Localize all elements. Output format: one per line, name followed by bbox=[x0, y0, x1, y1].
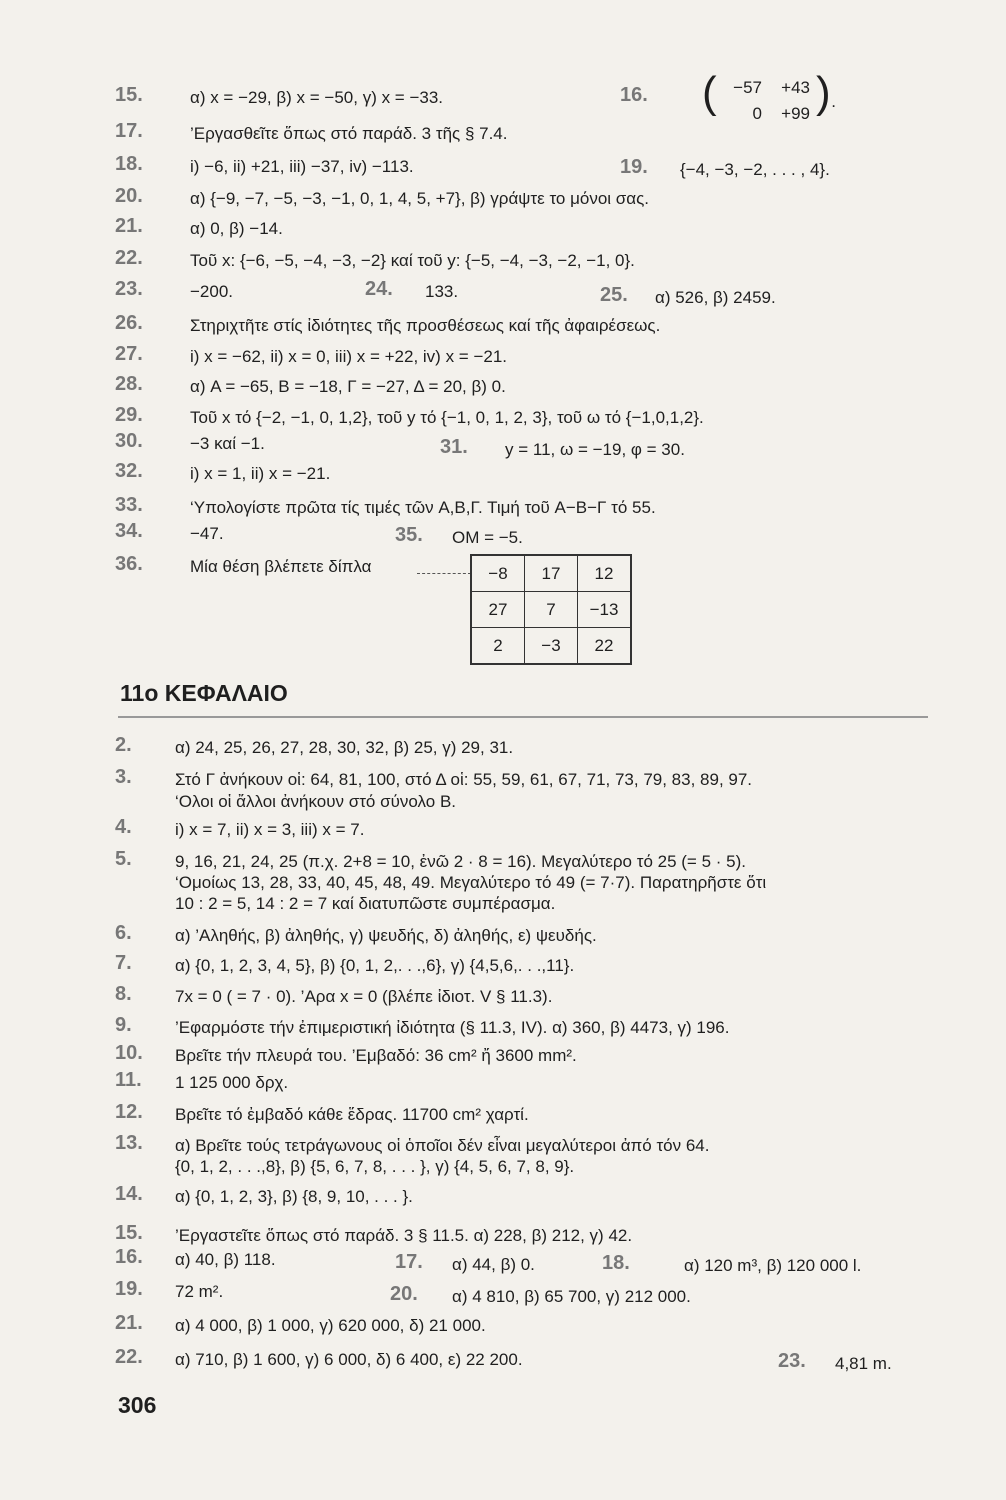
answer-number: 26. bbox=[115, 312, 143, 334]
square-cell: 22 bbox=[578, 628, 632, 665]
answer-number: 20. bbox=[115, 185, 143, 207]
answer-number: 11. bbox=[115, 1069, 142, 1091]
square-cell: 17 bbox=[525, 555, 578, 592]
answer-number: 2. bbox=[115, 734, 132, 756]
square-cell: −3 bbox=[525, 628, 578, 665]
answer-text: 7x = 0 ( = 7 · 0). ’Αρα x = 0 (βλέπε ἰδιοτ. V § 11.3). bbox=[175, 987, 553, 1006]
answer-text: α) 24, 25, 26, 27, 28, 30, 32, β) 25, γ) 29, 31. bbox=[175, 738, 514, 757]
answer-text: 9, 16, 21, 24, 25 (π.χ. 2+8 = 10, ἐνῶ 2 · 8 = 16). Μεγαλύτερο τό 25 (= 5 · 5). bbox=[175, 852, 746, 871]
answer-number: 35. bbox=[395, 524, 423, 546]
left-paren: ( bbox=[702, 68, 717, 117]
answer-text: OM = −5. bbox=[452, 528, 523, 547]
answer-text: α) 44, β) 0. bbox=[452, 1255, 535, 1274]
answer-text: 4,81 m. bbox=[835, 1354, 892, 1373]
answer-number: 27. bbox=[115, 343, 143, 365]
answer-text: i) x = −62, ii) x = 0, iii) x = +22, iv) x = −21. bbox=[190, 347, 507, 366]
answer-number: 10. bbox=[115, 1042, 143, 1064]
answer-number: 34. bbox=[115, 520, 143, 542]
answer-text: α) 4 000, β) 1 000, γ) 620 000, δ) 21 000. bbox=[175, 1316, 486, 1335]
answer-text: ’Εργασθεῖτε ὅπως στό παράδ. 3 τῆς § 7.4. bbox=[190, 124, 508, 143]
answer-number: 22. bbox=[115, 247, 143, 269]
answer-text: Βρεῖτε τήν πλευρά του. ’Εμβαδό: 36 cm² ἤ 3600 mm². bbox=[175, 1046, 577, 1065]
answer-number: 28. bbox=[115, 373, 143, 395]
answer-number: 4. bbox=[115, 816, 132, 838]
answer-text: i) x = 1, ii) x = −21. bbox=[190, 464, 331, 483]
square-cell: 12 bbox=[578, 555, 632, 592]
answer-number: 15. bbox=[115, 84, 143, 106]
answer-number: 7. bbox=[115, 952, 132, 974]
square-cell: 2 bbox=[471, 628, 525, 665]
answer-text: α) 120 m³, β) 120 000 l. bbox=[684, 1256, 862, 1275]
answer-number: 15. bbox=[115, 1222, 143, 1244]
answer-number: 22. bbox=[115, 1346, 143, 1368]
answer-text: α) {0, 1, 2, 3}, β) {8, 9, 10, . . . }. bbox=[175, 1187, 413, 1206]
matrix-cell: +99 bbox=[781, 104, 810, 123]
answer-text: i) x = 7, ii) x = 3, iii) x = 7. bbox=[175, 820, 365, 839]
answer-text: Τοῦ x τό {−2, −1, 0, 1,2}, τοῦ y τό {−1, 0, 1, 2, 3}, τοῦ ω τό {−1,0,1,2}. bbox=[190, 408, 704, 427]
answer-text: α) x = −29, β) x = −50, γ) x = −33. bbox=[190, 88, 444, 107]
answer-text: α) {0, 1, 2, 3, 4, 5}, β) {0, 1, 2,. . .,6}, γ) {4,5,6,. . .,11}. bbox=[175, 956, 575, 975]
answer-number: 17. bbox=[395, 1251, 423, 1273]
answer-text: i) −6, ii) +21, iii) −37, iv) −113. bbox=[190, 157, 414, 176]
matrix-period: . bbox=[831, 92, 836, 111]
answer-text: α) A = −65, B = −18, Γ = −27, Δ = 20, β) 0. bbox=[190, 377, 506, 396]
magic-square bbox=[470, 554, 632, 665]
answer-number: 36. bbox=[115, 553, 143, 575]
answer-number: 20. bbox=[390, 1283, 418, 1305]
answer-number: 25. bbox=[600, 284, 628, 306]
divider bbox=[118, 716, 928, 718]
answer-number: 30. bbox=[115, 430, 143, 452]
right-paren: ) bbox=[816, 68, 831, 117]
table-row bbox=[471, 628, 631, 665]
square-cell: −13 bbox=[578, 592, 632, 628]
answer-number: 16. bbox=[620, 84, 648, 106]
square-cell: 7 bbox=[525, 592, 578, 628]
table-row bbox=[471, 555, 631, 592]
answer-number: 21. bbox=[115, 1312, 143, 1334]
square-cell: −8 bbox=[471, 555, 525, 592]
square-cell: 27 bbox=[471, 592, 525, 628]
answer-number: 18. bbox=[115, 153, 143, 175]
matrix-cell: −57 bbox=[733, 78, 762, 97]
answer-text: −47. bbox=[190, 524, 224, 543]
answer-text: y = 11, ω = −19, φ = 30. bbox=[505, 440, 685, 459]
answer-text: α) ’Αληθής, β) ἀληθής, γ) ψευδής, δ) ἀληθής, ε) ψευδής. bbox=[175, 926, 597, 945]
answer-number: 12. bbox=[115, 1101, 143, 1123]
answer-number: 14. bbox=[115, 1183, 143, 1205]
answer-text: ’Εφαρμόστε τήν ἐπιμεριστική ἰδιότητα (§ 11.3, IV). α) 360, β) 4473, γ) 196. bbox=[175, 1018, 730, 1037]
answer-text: Τοῦ x: {−6, −5, −4, −3, −2} καί τοῦ y: {−5, −4, −3, −2, −1, 0}. bbox=[190, 251, 635, 270]
answer-text: α) 40, β) 118. bbox=[175, 1250, 276, 1269]
leader-line bbox=[417, 573, 471, 575]
answer-text: 10 : 2 = 5, 14 : 2 = 7 καί διατυπῶστε συμπέρασμα. bbox=[175, 894, 556, 913]
answer-text: ‘Ομοίως 13, 28, 33, 40, 45, 48, 49. Μεγαλύτερο τό 49 (= 7·7). Παρατηρῆστε ὅτι bbox=[175, 873, 767, 892]
answer-text: α) 710, β) 1 600, γ) 6 000, δ) 6 400, ε) 22 200. bbox=[175, 1350, 523, 1369]
answer-number: 21. bbox=[115, 215, 143, 237]
answer-number: 23. bbox=[778, 1350, 806, 1372]
answer-text: ’Εργαστεῖτε ὅπως στό παράδ. 3 § 11.5. α) 228, β) 212, γ) 42. bbox=[175, 1226, 633, 1245]
answer-number: 13. bbox=[115, 1132, 143, 1154]
answer-number: 9. bbox=[115, 1014, 132, 1036]
answer-text: 133. bbox=[425, 282, 459, 301]
answer-text: ‘Ολοι οἱ ἄλλοι ἀνήκουν στό σύνολο B. bbox=[175, 792, 457, 811]
answer-text: −3 καί −1. bbox=[190, 434, 265, 453]
answer-number: 29. bbox=[115, 404, 143, 426]
answer-number: 18. bbox=[602, 1252, 630, 1274]
answer-text: 1 125 000 δρχ. bbox=[175, 1073, 289, 1092]
answer-number: 6. bbox=[115, 922, 132, 944]
answer-text: {−4, −3, −2, . . . , 4}. bbox=[680, 160, 830, 179]
answer-number: 3. bbox=[115, 766, 132, 788]
answer-number: 33. bbox=[115, 494, 143, 516]
answer-text: α) Βρεῖτε τούς τετράγωνους οἱ ὁποῖοι δέν εἶναι μεγαλύτεροι ἀπό τόν 64. bbox=[175, 1136, 710, 1155]
answer-text: {0, 1, 2, . . .,8}, β) {5, 6, 7, 8, . . . }, γ) {4, 5, 6, 7, 8, 9}. bbox=[175, 1157, 575, 1176]
answer-number: 17. bbox=[115, 120, 143, 142]
answer-text: α) 0, β) −14. bbox=[190, 219, 283, 238]
answer-number: 19. bbox=[620, 156, 648, 178]
answer-number: 23. bbox=[115, 278, 143, 300]
answer-text: Βρεῖτε τό ἐμβαδό κάθε ἕδρας. 11700 cm² χαρτί. bbox=[175, 1105, 529, 1124]
answer-text: 72 m². bbox=[175, 1282, 224, 1301]
matrix-cell: +43 bbox=[781, 78, 810, 97]
answer-number: 32. bbox=[115, 460, 143, 482]
page-number: 306 bbox=[118, 1392, 157, 1418]
answer-number: 19. bbox=[115, 1278, 143, 1300]
answer-number: 24. bbox=[365, 278, 393, 300]
matrix-cell: 0 bbox=[752, 104, 762, 123]
answer-text: α) {−9, −7, −5, −3, −1, 0, 1, 4, 5, +7}, β) γράψτε το μόνοι σας. bbox=[190, 189, 650, 208]
answer-text: ‘Υπολογίστε πρῶτα τίς τιμές τῶν A,B,Γ. Τιμή τοῦ A−B−Γ τό 55. bbox=[190, 498, 656, 517]
answer-text: α) 526, β) 2459. bbox=[655, 288, 776, 307]
answer-text: Μία θέση βλέπετε δίπλα bbox=[190, 557, 372, 576]
answer-number: 8. bbox=[115, 983, 132, 1005]
chapter-title: 11ο ΚΕΦΑΛΑΙΟ bbox=[120, 680, 288, 706]
answer-number: 31. bbox=[440, 436, 468, 458]
answer-text: −200. bbox=[190, 282, 234, 301]
answer-text: α) 4 810, β) 65 700, γ) 212 000. bbox=[452, 1287, 691, 1306]
answer-text: Στηριχτῆτε στίς ἰδιότητες τῆς προσθέσεως καί τῆς ἀφαιρέσεως. bbox=[190, 316, 661, 335]
answer-text: Στό Γ ἀνήκουν οἱ: 64, 81, 100, στό Δ οἱ: 55, 59, 61, 67, 71, 73, 79, 83, 89, 97. bbox=[175, 770, 753, 789]
table-row bbox=[471, 592, 631, 628]
answer-number: 16. bbox=[115, 1246, 143, 1268]
answer-number: 5. bbox=[115, 848, 132, 870]
